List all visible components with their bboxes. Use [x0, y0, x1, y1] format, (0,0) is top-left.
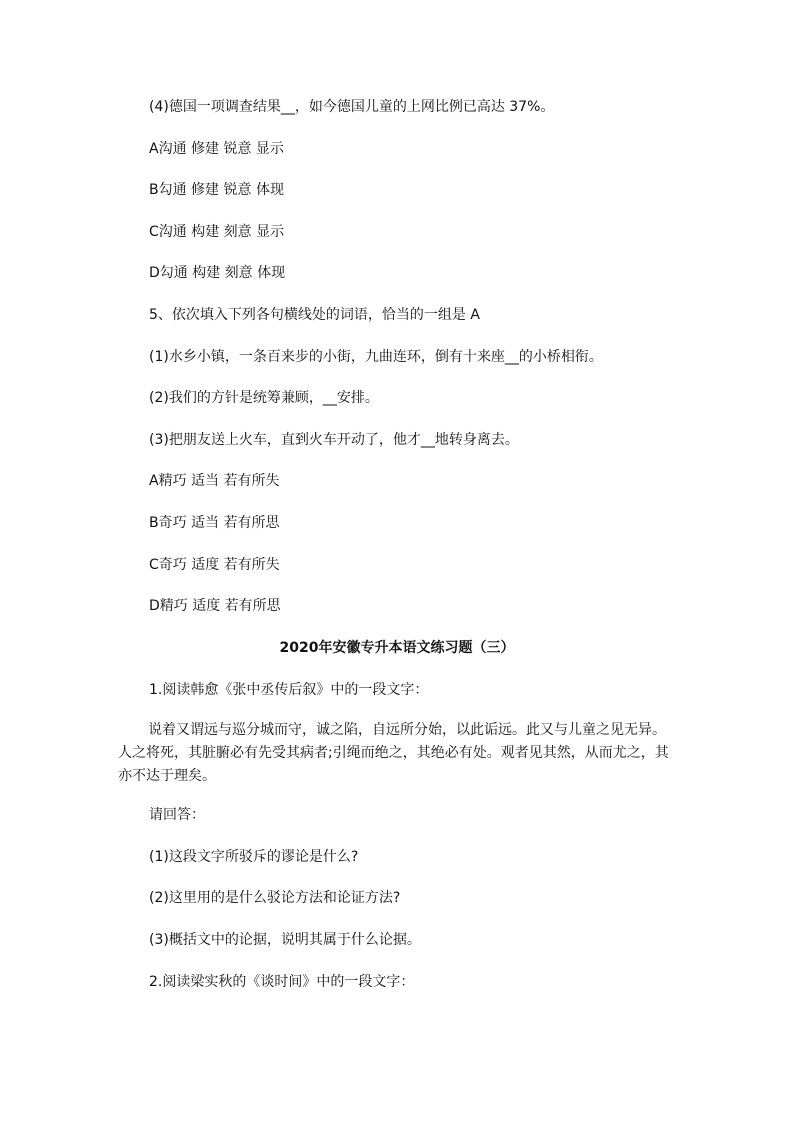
sub-question-3: (3)概括文中的论据，说明其属于什么论据。 [149, 932, 421, 948]
answer-prompt: 请回答： [149, 807, 205, 823]
q4-option-d: D勾通 构建 刻意 体现 [149, 265, 286, 281]
q5-option-c: C奇巧 适度 若有所失 [149, 557, 280, 573]
q5-item-2: (2)我们的方针是统筹兼顾，__安排。 [149, 390, 379, 406]
q5-option-b: B奇巧 适当 若有所思 [149, 515, 280, 531]
question-2-intro: 2.阅读梁实秋的《谈时间》中的一段文字： [149, 974, 415, 990]
q4-option-b: B勾通 修建 锐意 体现 [149, 182, 284, 198]
question-1-intro: 1.阅读韩愈《张中丞传后叙》中的一段文字： [149, 682, 429, 698]
sub-question-1: (1)这段文字所驳斥的谬论是什么? [149, 849, 359, 865]
q5-item-1: (1)水乡小镇，一条百来步的小街，九曲连环，倒有十来座__的小桥相衔。 [149, 349, 603, 365]
q4-sub-question: (4)德国一项调查结果__，如今德国儿童的上网比例已高达 37%。 [149, 99, 555, 115]
q5-stem: 5、依次填入下列各句横线处的词语，恰当的一组是 A [149, 307, 480, 323]
q5-option-d: D精巧 适度 若有所思 [149, 598, 281, 614]
passage-text: 说着又谓远与巡分城而守，诚之陷，自远所分始，以此诟远。此又与儿童之见无异。人之将死，其脏腑必有先受其病者;引绳而绝之，其绝必有处。观者见其然，从而尤之，其亦不达于理矣。 [118, 722, 669, 784]
q4-option-a: A沟通 修建 锐意 显示 [149, 141, 284, 157]
q5-item-3: (3)把朋友送上火车，直到火车开动了，他才__地转身离去。 [149, 432, 519, 448]
q4-option-c: C沟通 构建 刻意 显示 [149, 224, 285, 240]
sub-question-2: (2)这里用的是什么驳论方法和论证方法? [149, 890, 401, 906]
section-title: 2020年安徽专升本语文练习题（三） [279, 640, 515, 656]
q5-option-a: A精巧 适当 若有所失 [149, 473, 280, 489]
